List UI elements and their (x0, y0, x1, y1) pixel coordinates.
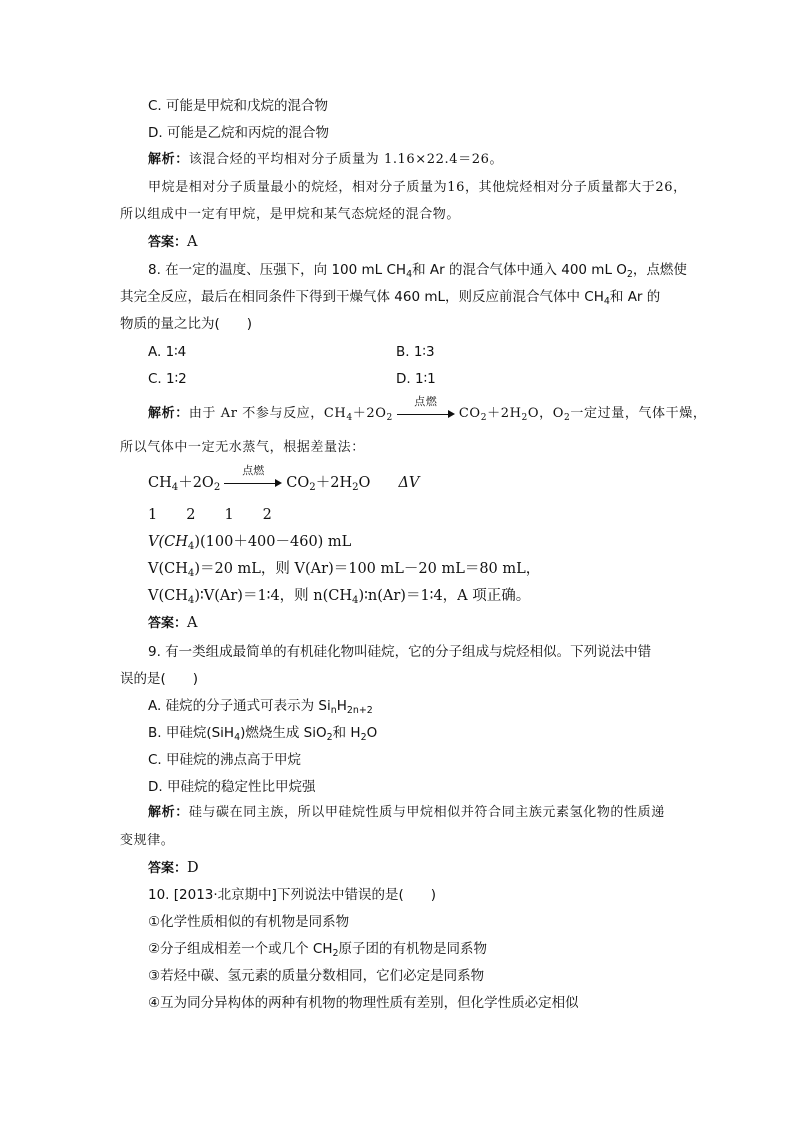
q7-answer: 答案：A (148, 234, 198, 250)
q7-explanation-line-2: 甲烷是相对分子质量最小的烷烃，相对分子质量为16，其他烷烃相对分子质量都大于26， (148, 180, 687, 195)
q7-explanation-line-3: 所以组成中一定有甲烷，是甲烷和某气态烷烃的混合物。 (120, 207, 461, 222)
delta-v: ΔV (398, 475, 420, 491)
reaction-arrow: 点燃 (397, 406, 455, 422)
q8-equation: $CH_4+2O_2$ 点燃 $CO_2+2H_2O$ ΔV (148, 464, 420, 493)
q8-calc-line-2: $V(CH_4)=20$ mL，则 V(Ar)＝100 mL－20 mL＝80 mL， (148, 561, 541, 579)
answer-label: 答案： (148, 616, 188, 631)
q9-option-a: A. 硅烷的分子通式可表示为 $Si_nH_{2n+2}$ (148, 698, 373, 716)
explanation-label: 解析： (148, 406, 189, 421)
q9-explanation-line-1: 解析：硅与碳在同主族，所以甲硅烷性质与甲烷相似并符合同主族元素氢化物的性质递 (148, 805, 665, 820)
q7-option-d: D. 可能是乙烷和丙烷的混合物 (148, 125, 329, 141)
q8-option-a: A. 1∶4 (148, 344, 187, 360)
q9-option-c: C. 甲硅烷的沸点高于甲烷 (148, 752, 302, 768)
q9-explanation-line-2: 变规律。 (120, 833, 175, 848)
explanation-label: 解析： (148, 805, 189, 820)
q8-stem-line-1: 8. 在一定的温度、压强下，向 100 mL $CH_4$和 Ar 的混合气体中通入 400 mL $O_2$，点燃使 (148, 262, 687, 280)
q8-explanation-line-1: 解析：由于 Ar 不参与反应，$CH_4+2O_2$ 点燃 $CO_2+2H_2O$，$O_2$一定过量，气体干燥， (148, 394, 707, 423)
q10-stem: 10. [2013·北京期中]下列说法中错误的是( ) (148, 887, 436, 903)
q10-statement-3: ③若烃中碳、氢元素的质量分数相同，它们必定是同系物 (148, 968, 485, 984)
q8-stem-line-3: 物质的量之比为( ) (120, 316, 253, 332)
q10-statement-4: ④互为同分异构体的两种有机物的物理性质有差别，但化学性质必定相似 (148, 995, 579, 1011)
q7-option-c: C. 可能是甲烷和戊烷的混合物 (148, 98, 329, 114)
q8-options-row-2 (148, 369, 648, 389)
q8-calc-line-1: $V(CH_4)(100+400-460)$ mL (148, 534, 352, 552)
answer-label: 答案： (148, 861, 188, 876)
q9-option-d: D. 甲硅烷的稳定性比甲烷强 (148, 779, 316, 795)
q7-explanation-line-1: 解析：该混合烃的平均相对分子质量为 1.16×22.4＝26。 (148, 152, 504, 167)
q8-stem-line-2: 其完全反应，最后在相同条件下得到干燥气体 460 mL，则反应前混合气体中 $CH_4$和 Ar 的 (120, 289, 661, 307)
q8-option-d: D. 1∶1 (396, 371, 436, 387)
q8-option-b: B. 1∶3 (396, 344, 435, 360)
q8-explanation-line-2: 所以气体中一定无水蒸气，根据差量法： (120, 440, 365, 455)
q8-options-row-1 (148, 342, 648, 362)
q9-answer: 答案：D (148, 860, 199, 876)
q10-statement-2: ②分子组成相差一个或几个 $CH_2$原子团的有机物是同系物 (148, 941, 487, 959)
q9-stem-line-1: 9. 有一类组成最简单的有机硅化物叫硅烷，它的分子组成与烷烃相似。下列说法中错 (148, 644, 652, 660)
q8-calc-line-3: $V(CH_4)∶V(Ar)=1∶4$，则 $n(CH_4)∶n(Ar)=1∶4$，A 项正确。 (148, 588, 531, 606)
q9-stem-line-2: 误的是( ) (120, 671, 199, 687)
explanation-label: 解析： (148, 152, 189, 167)
reaction-arrow: 点燃 (224, 475, 282, 491)
q8-answer: 答案：A (148, 615, 198, 631)
q9-option-b: B. 甲硅烷(SiH$_4$)燃烧生成 SiO$_2$和 $H_2O$ (148, 725, 378, 743)
q8-option-c: C. 1∶2 (148, 371, 187, 387)
q8-coefficients: 1 2 1 2 (148, 507, 272, 523)
answer-label: 答案： (148, 235, 188, 250)
q10-statement-1: ①化学性质相似的有机物是同系物 (148, 914, 350, 930)
